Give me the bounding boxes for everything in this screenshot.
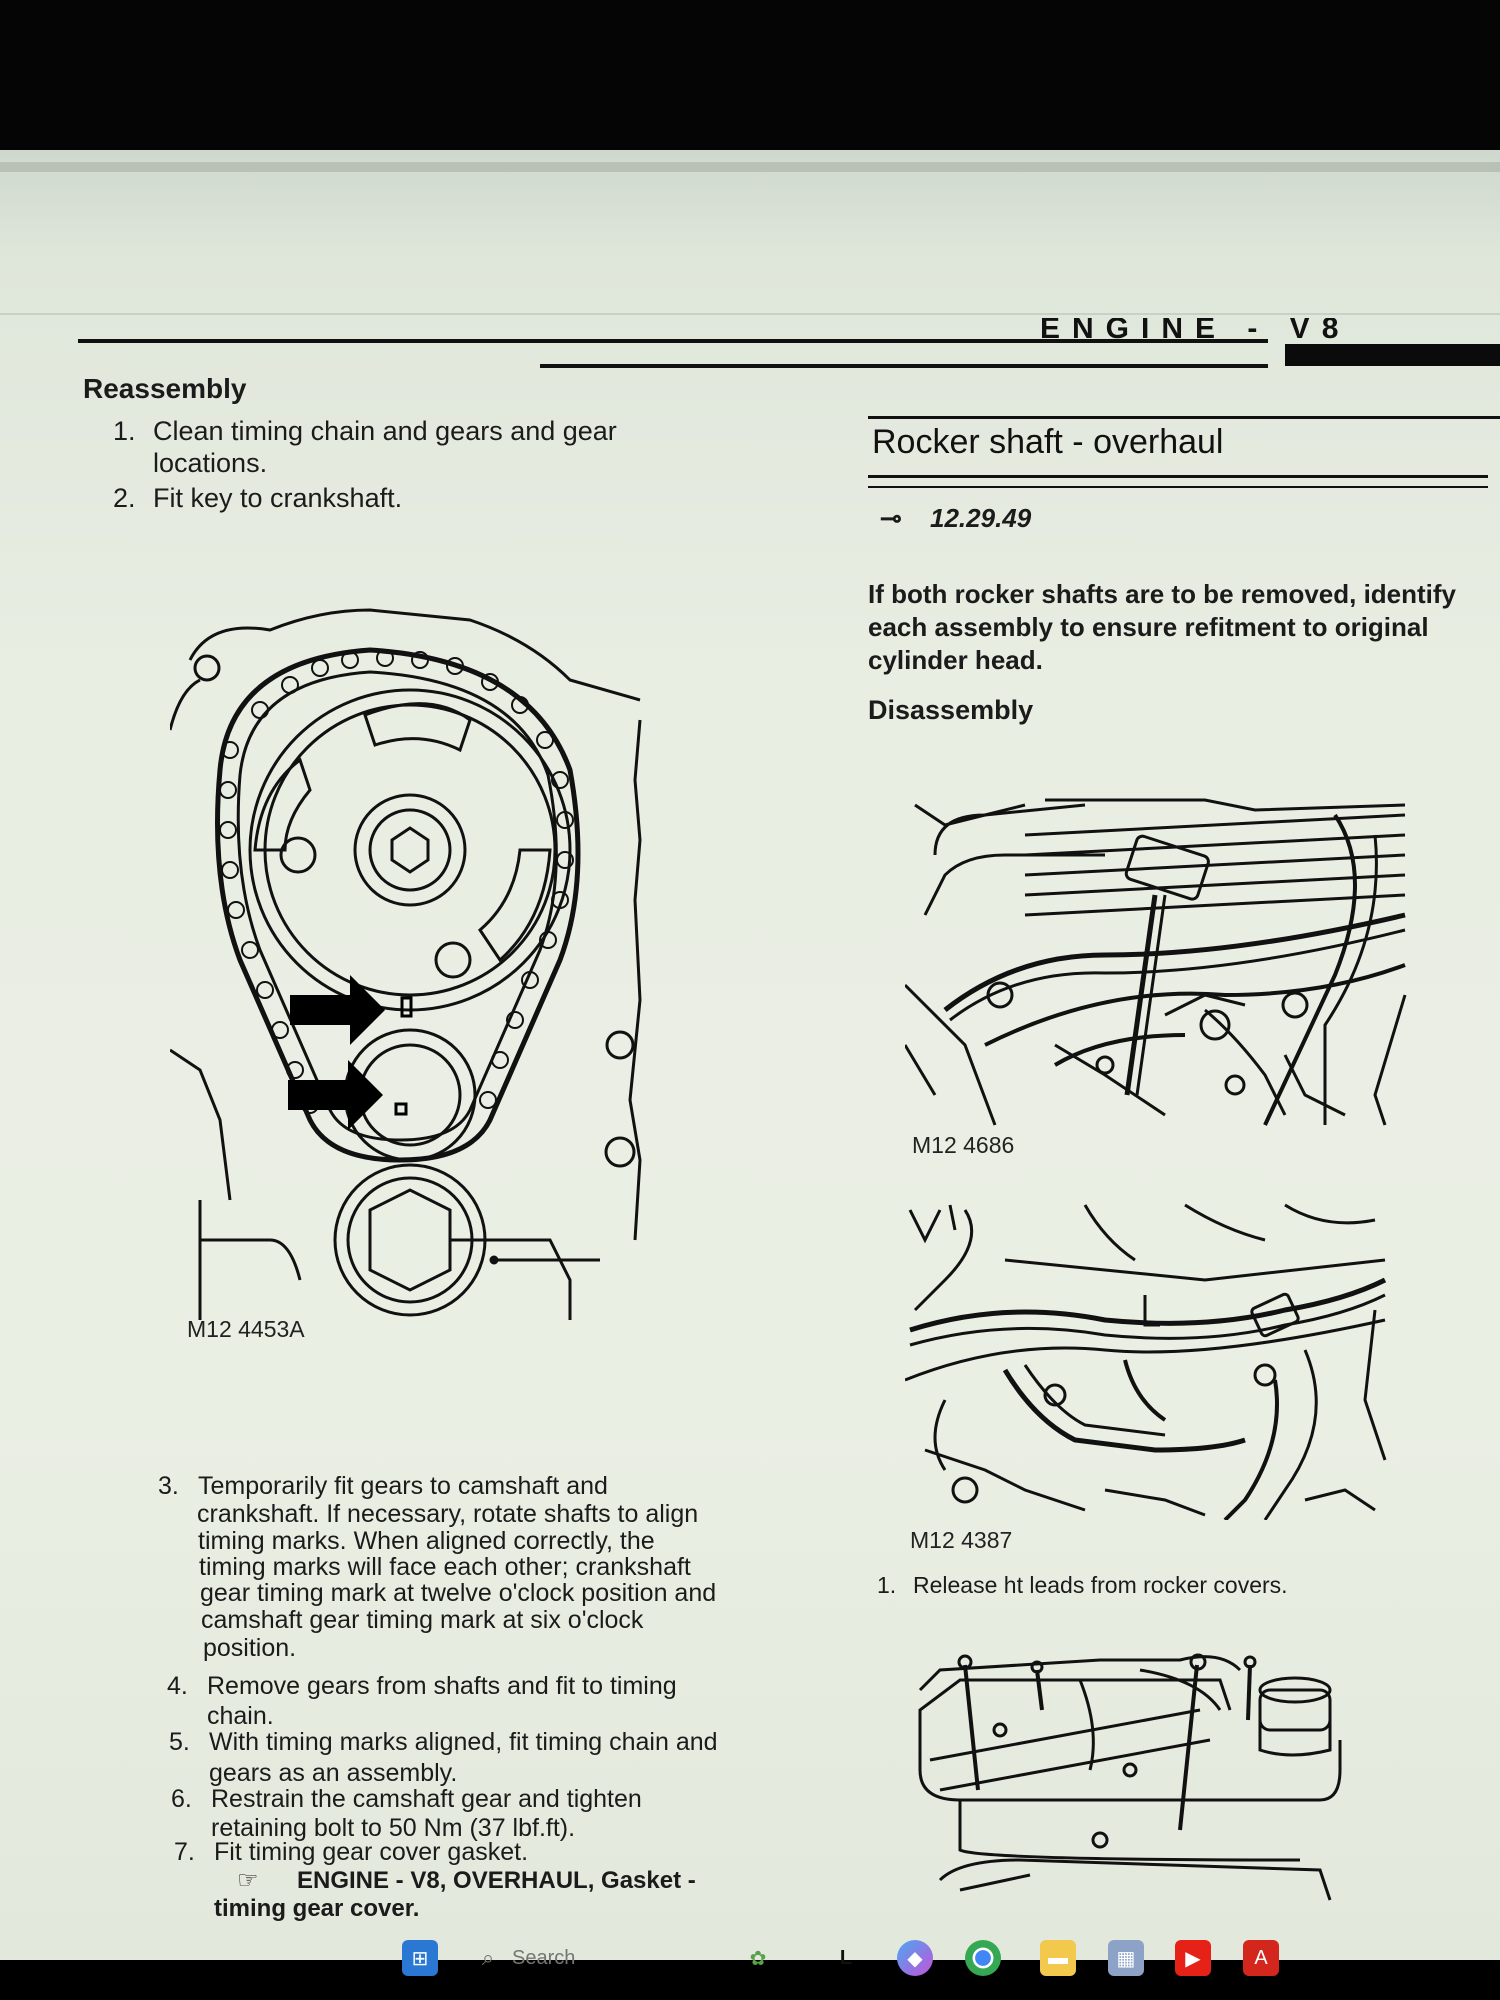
title-rule-bottom-2 [868,486,1488,488]
acrobat-icon[interactable]: A [1243,1940,1279,1976]
step-3-line-5: gear timing mark at twelve o'clock position and [200,1579,717,1607]
step-7: 7. Fit timing gear cover gasket. [174,1838,529,1866]
step-1: 1. Clean timing chain and gears and gear [113,416,617,446]
taskbar-search-input[interactable] [510,1942,634,1974]
step-number: 1. [877,1572,897,1598]
step-3: 3. Temporarily fit gears to camshaft and [158,1472,608,1500]
step-number: 2. [113,483,136,513]
search-icon[interactable]: ⌕ [481,1945,495,1970]
step-number: 4. [167,1672,188,1700]
intro-paragraph: If both rocker shafts are to be removed, identify each assembly to ensure refitment to original cylinder head. [868,579,1457,675]
reassembly-heading: Reassembly [83,373,247,404]
figure-label: M12 4686 [912,1132,1015,1158]
copilot-icon[interactable]: ◆ [897,1940,933,1976]
step-3-line-4: timing marks will face each other; crankshaft [199,1553,691,1581]
step-number: 3. [158,1472,179,1500]
step-3-line-6: camshaft gear timing mark at six o'clock [201,1606,644,1634]
cross-reference[interactable]: ☞ ENGINE - V8, OVERHAUL, Gasket - [237,1867,696,1894]
step-number: 7. [174,1838,195,1866]
header-block [1285,344,1500,366]
spanner-icon: ⊸ [880,503,902,533]
figure-label: M12 4453A [187,1316,305,1342]
rocker-cover-figure [900,1650,1350,1910]
windows-start-icon[interactable]: ⊞ [402,1940,438,1976]
widgets-icon[interactable]: ✿ [749,1947,767,1970]
step-3-line-3: timing marks. When aligned correctly, the [198,1527,655,1555]
step-3-line-7: position. [203,1634,297,1662]
timing-mark-arrow [290,975,385,1045]
file-explorer-icon[interactable]: ▬ [1040,1940,1076,1976]
chrome-icon[interactable] [965,1940,1001,1976]
step-6: 6. Restrain the camshaft gear and tighten [171,1785,642,1813]
step-number: 1. [113,416,136,446]
ht-leads-figure [905,1200,1395,1520]
calculator-icon[interactable]: ▦ [1108,1940,1144,1976]
monitor-bezel [0,0,1500,150]
reference-hand-icon: ☞ [237,1867,259,1894]
step-3-line-2: crankshaft. If necessary, rotate shafts to align [197,1500,699,1528]
step-6-line-2: retaining bolt to 50 Nm (37 lbf.ft). [211,1814,576,1842]
title-rule-top [868,416,1500,419]
step-5-line-2: gears as an assembly. [209,1759,458,1787]
step-1-cont: locations. [153,448,268,478]
step-4-line-2: chain. [207,1702,274,1730]
header-rule-left-lower [540,364,1268,368]
step-5: 5. With timing marks aligned, fit timing chain and [169,1728,718,1756]
step-2: 2. Fit key to crankshaft. [113,483,403,513]
cross-reference-cont: timing gear cover. [214,1895,420,1922]
youtube-icon[interactable]: ▶ [1175,1940,1211,1976]
app-icon[interactable]: L [839,1946,853,1969]
timing-chain-figure [170,600,650,1330]
step-number: 6. [171,1785,192,1813]
right-step-1: 1. Release ht leads from rocker covers. [877,1572,1288,1598]
viewer-divider [0,313,1500,315]
engine-ht-leads-figure [905,795,1415,1135]
disassembly-heading: Disassembly [868,695,1034,725]
figure-label: M12 4387 [910,1527,1013,1553]
page-section-header: ENGINE - V8 [1040,318,1351,340]
title-rule-bottom [868,475,1488,478]
operation-code: ⊸ 12.29.49 [880,503,1032,533]
step-4: 4. Remove gears from shafts and fit to timing [167,1672,677,1700]
step-number: 5. [169,1728,190,1756]
section-title: Rocker shaft - overhaul [872,423,1224,461]
viewer-toolbar-edge [0,162,1500,172]
